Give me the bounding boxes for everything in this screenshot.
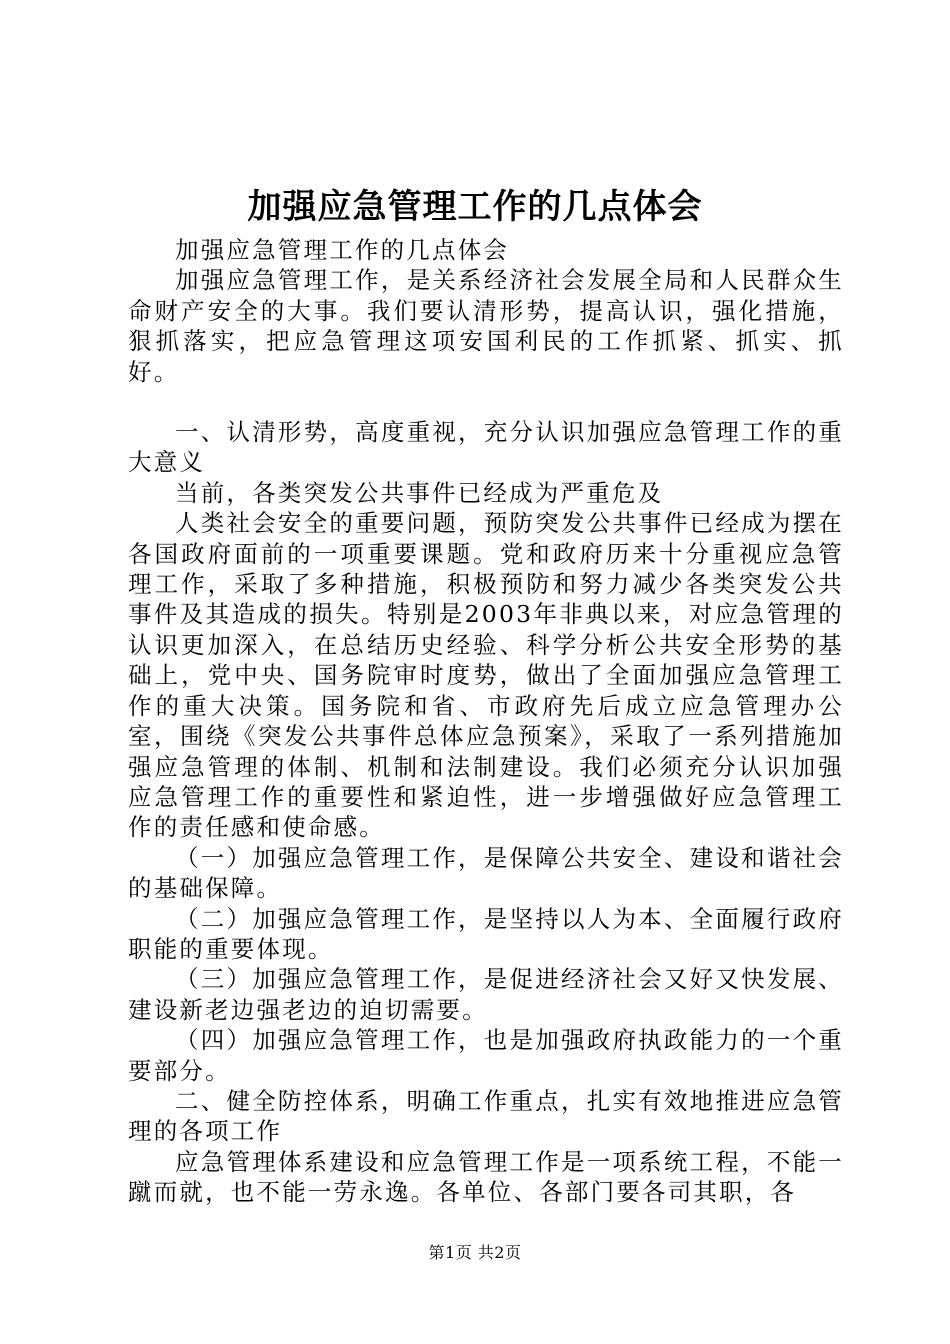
- section-heading-1: 一、认清形势，高度重视，充分认识加强应急管理工作的重大意义: [128, 418, 844, 477]
- list-item-1: （一）加强应急管理工作，是保障公共安全、建设和谐社会的基础保障。: [128, 843, 844, 903]
- paragraph-subtitle: 加强应急管理工作的几点体会: [175, 236, 510, 264]
- list-item-3: （三）加强应急管理工作，是促进经济社会又好又快发展、建设新老边强老边的迫切需要。: [128, 965, 844, 1024]
- paragraph-background: 人类社会安全的重要问题，预防突发公共事件已经成为摆在各国政府面前的一项重要课题。党和政府历来十分重视应急管理工作，采取了多种措施，积极预防和努力减少各类突发公共事件及其造成的损失。特别是2003年非典以来，对应急管理的认识更加深入，在总结历史经验、科学分析公共安全形势的基础上，党中央、国务院审时度势，做出了全面加强应急管理工作的重大决策。国务院和省、市政府先后成立应急管理办公室，围绕《突发公共事件总体应急预案》，采取了一系列措施加强应急管理的体制、机制和法制建设。我们必须充分认识加强应急管理工作的重要性和紧迫性，进一步增强做好应急管理工作的责任感和使命感。: [128, 509, 844, 842]
- paragraph-intro: 加强应急管理工作，是关系经济社会发展全局和人民群众生命财产安全的大事。我们要认清形势，提高认识，强化措施，狠抓落实，把应急管理这项安国利民的工作抓紧、抓实、抓好。: [128, 266, 844, 386]
- list-item-4: （四）加强应急管理工作，也是加强政府执政能力的一个重要部分。: [128, 1026, 844, 1085]
- document-title: 加强应急管理工作的几点体会: [247, 187, 703, 227]
- section-heading-2: 二、健全防控体系，明确工作重点，扎实有效地推进应急管理的各项工作: [128, 1086, 844, 1146]
- paragraph-current: 当前，各类突发公共事件已经成为严重危及: [175, 478, 664, 507]
- list-item-2: （二）加强应急管理工作，是坚持以人为本、全面履行政府职能的重要体现。: [128, 904, 844, 963]
- document-body: [128, 235, 844, 1208]
- page-footer: 第1页 共2页: [428, 1243, 522, 1262]
- paragraph-system: 应急管理体系建设和应急管理工作是一项系统工程，不能一蹴而就，也不能一劳永逸。各单位、各部门要各司其职，各: [128, 1147, 844, 1207]
